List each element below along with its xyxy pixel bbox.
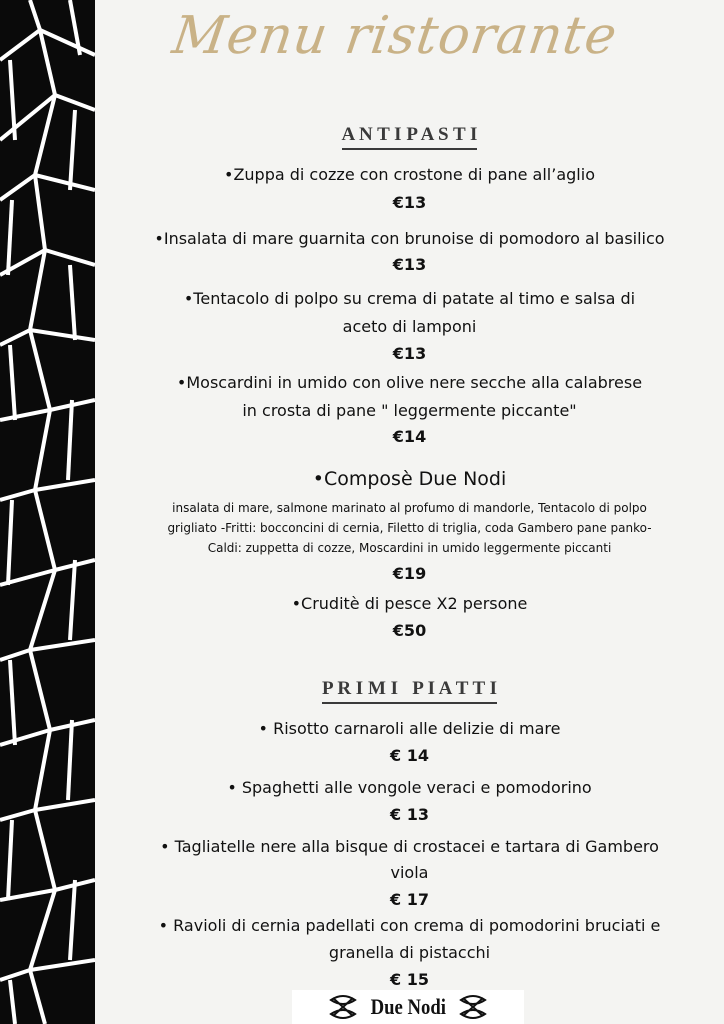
primo-2-price: € 13 — [390, 805, 429, 824]
antipasto-3-price: €13 — [392, 344, 427, 363]
antipasto-4-name-line2: in crosta di pane " leggermente piccante" — [242, 401, 577, 420]
primo-4-name-line2: granella di pistacchi — [328, 943, 491, 962]
antipasto-4-name-line1: •Moscardini in umido con olive nere secche alla calabrese — [176, 373, 643, 392]
primo-4-price: € 15 — [390, 970, 429, 989]
knot-left-icon — [328, 994, 358, 1020]
antipasto-4-price: €14 — [392, 427, 427, 446]
section-primi-heading: P R I M I P I A T T I — [322, 678, 497, 704]
primo-4-name-line1: • Ravioli di cernia padellati con crema di pomodorini bruciati e — [158, 916, 661, 935]
menu-content — [95, 0, 724, 1024]
knot-right-icon — [458, 994, 488, 1020]
section-antipasti-heading: A N T I P A S T I — [342, 124, 478, 150]
primo-2-name: • Spaghetti alle vongole veraci e pomodorino — [227, 778, 592, 797]
section-primi — [95, 678, 724, 700]
antipasto-2-name: •Insalata di mare guarnita con brunoise di pomodoro al basilico — [154, 229, 665, 248]
primo-1-price: € 14 — [390, 746, 429, 765]
antipasto-2-price: €13 — [392, 255, 427, 274]
primo-3-name-line2: viola — [390, 863, 429, 882]
primo-3-name-line1: • Tagliatelle nere alla bisque di crostacei e tartara di Gambero — [160, 837, 659, 856]
logo-text: Due Nodi — [370, 994, 446, 1019]
compose-name: •Composè Due Nodi — [312, 468, 507, 490]
antipasto-1-name: •Zuppa di cozze con crostone di pane all’aglio — [224, 165, 595, 184]
menu-title: Menu ristorante — [168, 6, 622, 66]
crudite-price: €50 — [392, 621, 427, 640]
compose-desc-line2: grigliato -Fritti: bocconcini di cernia, Filetto di triglia, coda Gambero pane panko- — [167, 521, 652, 535]
antipasto-1-price: €13 — [392, 193, 427, 212]
antipasto-3-name-line2: aceto di lamponi — [342, 317, 477, 336]
due-nodi-logo — [292, 990, 524, 1024]
primo-3-price: € 17 — [390, 890, 429, 909]
decorative-pattern-strip — [0, 0, 95, 1024]
compose-desc-line1: insalata di mare, salmone marinato al profumo di mandorle, Tentacolo di polpo — [172, 501, 647, 515]
antipasto-3-name-line1: •Tentacolo di polpo su crema di patate al timo e salsa di — [183, 289, 636, 308]
section-antipasti — [95, 124, 724, 146]
crudite-name: •Cruditè di pesce X2 persone — [291, 594, 528, 613]
primo-1-name: • Risotto carnaroli alle delizie di mare — [258, 719, 561, 738]
compose-price: €19 — [392, 564, 427, 583]
stone-pattern-graphic — [0, 0, 95, 1024]
compose-desc-line3: Caldi: zuppetta di cozze, Moscardini in umido leggermente piccanti — [207, 541, 612, 555]
